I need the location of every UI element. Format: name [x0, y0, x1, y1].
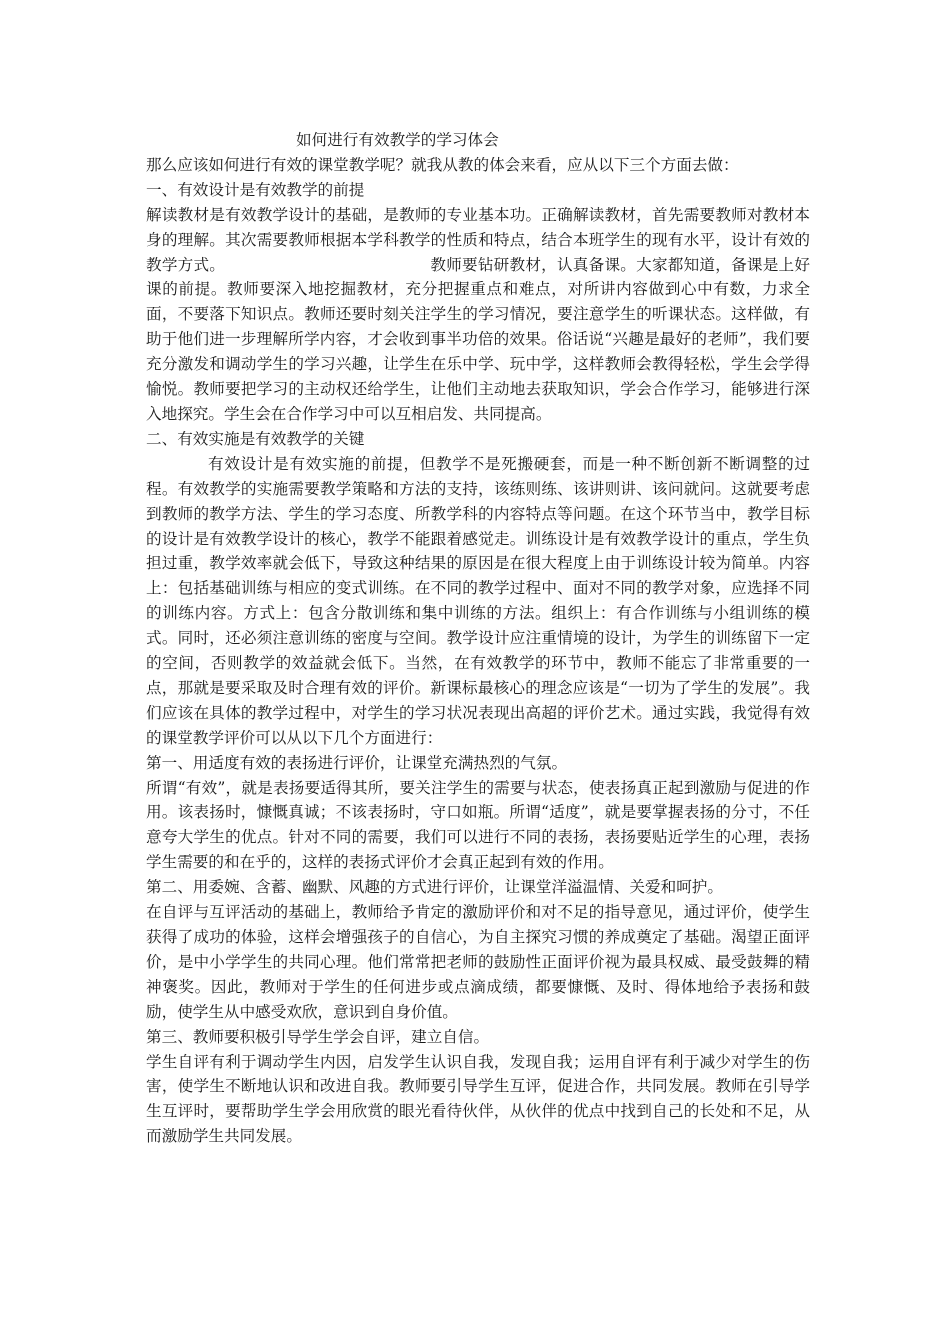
section-2-heading: 二、有效实施是有效教学的关键 [146, 429, 365, 448]
section-2-paragraph: 有效设计是有效实施的前提，但教学不是死搬硬套，而是一种不断创新不断调整的过程。有效教学的实施需要教学策略和方法的支持，该练则练、该讲则讲、该问就问。这就要考虑到教师的教学方法、学生的学习态度、所教学科的内容特点等问题。在这个环节当中，教学目标的设计是有效教学设计的核心，教学不能跟着感觉走。训练设计是有效教学设计的重点，学生负担过重，教学效率就会低下，导致这种结果的原因是在很大程度上由于训练设计较为简单。内容上：包括基础训练与相应的变式训练。在不同的教学过程中、面对不同的教学对象，应选择不同的训练内容。方式上：包含分散训练和集中训练的方法。组织上：有合作训练与小组训练的模式。同时，还必须注意训练的密度与空间。教学设计应注重情境的设计，为学生的训练留下一定的空间，否则教学的效益就会低下。当然，在有效教学的环节中，教师不能忘了非常重要的一点，那就是要采取及时合理有效的评价。新课标最核心的理念应该是“一切为了学生的发展”。我们应该在具体的教学过程中，对学生的学习状况表现出高超的评价艺术。通过实践，我觉得有效的课堂教学评价可以从以下几个方面进行： [146, 454, 810, 747]
point-3-paragraph: 学生自评有利于调动学生内因，启发学生认识自我，发现自我；运用自评有利于减少对学生的伤害，使学生不断地认识和改进自我。教师要引导学生互评，促进合作，共同发展。教师在引导学生互评时，要帮助学生学会用欣赏的眼光看待伙伴，从伙伴的优点中找到自己的长处和不足，从而激励学生共同发展。 [146, 1052, 810, 1146]
section-1-paragraph [146, 203, 810, 427]
section-1-text-b: 教师要钻研教材，认真备课。大家都知道，备课是上好课的前提。教师要深入地挖掘教材，充分把握重点和难点，对所讲内容做到心中有数，力求全面，不要落下知识点。教师还要时刻关注学生的学习情况，要注意学生的听课状态。这样做，有助于他们进一步理解所学内容，才会收到事半功倍的效果。俗话说“兴趣是最好的老师”，我们要充分激发和调动学生的学习兴趣，让学生在乐中学、玩中学，这样教师会教得轻松，学生会学得愉悦。教师要把学习的主动权还给学生，让他们主动地去获取知识，学会合作学习，能够进行深入地探究。学生会在合作学习中可以互相启发、共同提高。 [146, 255, 810, 423]
section-1-heading: 一、有效设计是有效教学的前提 [146, 180, 365, 199]
point-2-heading: 第二、用委婉、含蓄、幽默、风趣的方式进行评价，让课堂洋溢温情、关爱和呵护。 [146, 878, 723, 897]
point-1-heading: 第一、用适度有效的表扬进行评价，让课堂充满热烈的气氛。 [146, 753, 568, 772]
point-2-paragraph: 在自评与互评活动的基础上，教师给予肯定的激励评价和对不足的指导意见，通过评价，使学生获得了成功的体验，这样会增强孩子的自信心，为自主探究习惯的养成奠定了基础。渴望正面评价，是中小学学生的共同心理。他们常常把老师的鼓励性正面评价视为最具权威、最受鼓舞的精神褒奖。因此，教师对于学生的任何进步或点滴成绩，都要慷慨、及时、得体地给予表扬和鼓励，使学生从中感受欢欣，意识到自身价值。 [146, 903, 810, 1021]
point-3-heading: 第三、教师要积极引导学生学会自评，建立自信。 [146, 1027, 490, 1046]
intro-paragraph: 那么应该如何进行有效的课堂教学呢？就我从教的体会来看，应从以下三个方面去做： [146, 155, 739, 174]
document-body [146, 128, 810, 1149]
section-1-text-a: 解读教材是有效教学设计的基础，是教师的专业基本功。正确解读教材，首先需要教师对教材本身的理解。其次需要教师根据本学科教学的性质和特点，结合本班学生的现有水平，设计有效的教学方式。 [146, 205, 810, 274]
point-1-paragraph: 所谓“有效”，就是表扬要适得其所，要关注学生的需要与状态，使表扬真正起到激励与促进的作用。该表扬时，慷慨真诚；不该表扬时，守口如瓶。所谓“适度”，就是要掌握表扬的分寸，不任意夸大学生的优点。针对不同的需要，我们可以进行不同的表扬，表扬要贴近学生的心理，表扬学生需要的和在乎的，这样的表扬式评价才会真正起到有效的作用。 [146, 778, 810, 872]
document-title: 如何进行有效教学的学习体会 [296, 131, 499, 149]
